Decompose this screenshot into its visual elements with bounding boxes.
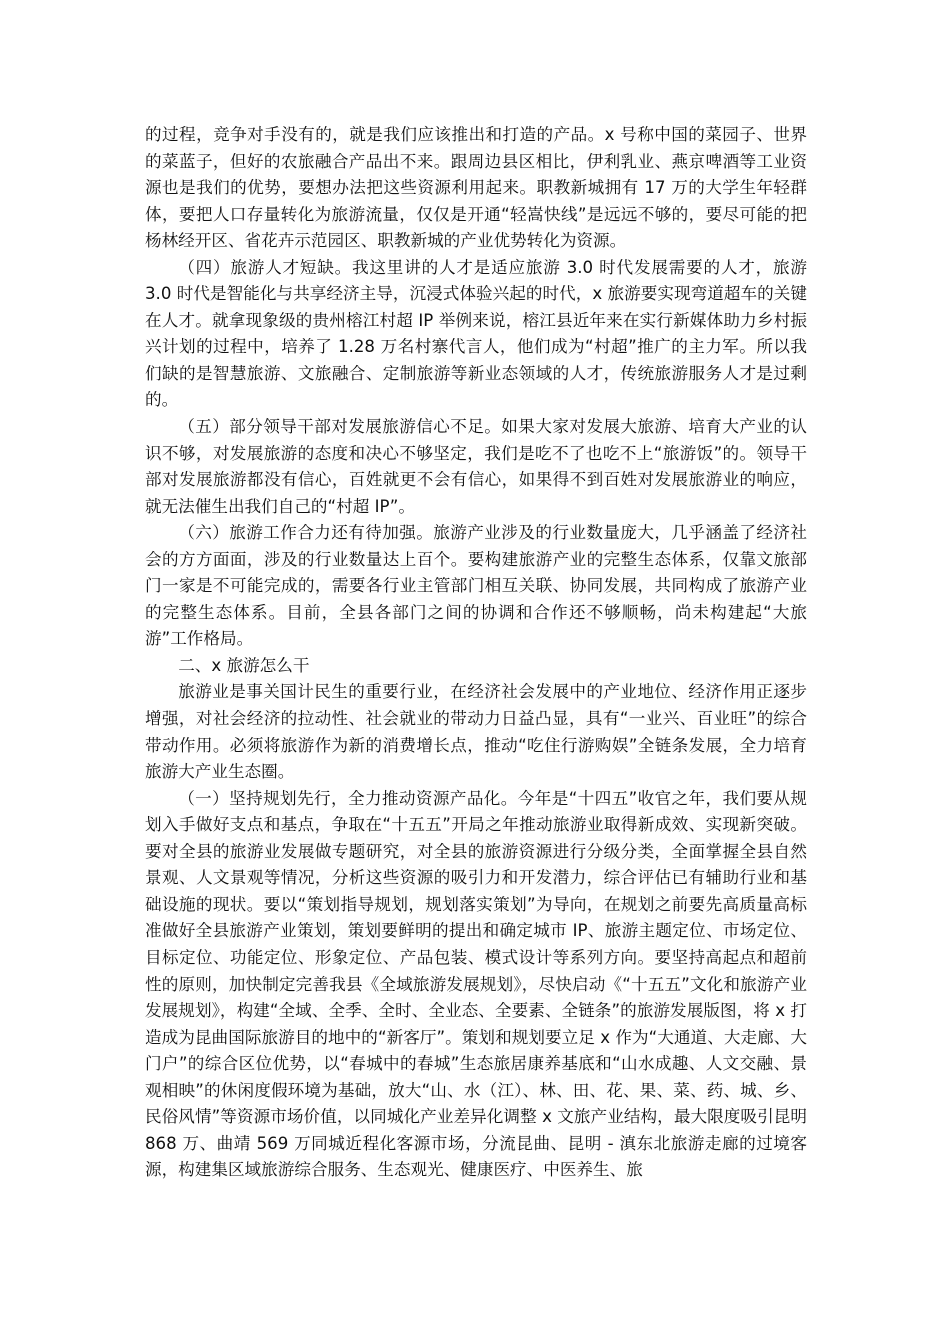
paragraph-coordination: （六）旅游工作合力还有待加强。旅游产业涉及的行业数量庞大，几乎涵盖了经济社会的方方面面，涉及的行业数量达上百个。要构建旅游产业的完整生态体系，仅靠文旅部门一家是不可能完成的，需要各行业主管部门相互关联、协同发展，共同构成了旅游产业的完整生态体系。目前，全县各部门之间的协调和合作还不够顺畅，尚未构建起“大旅游”工作格局。 <box>145 523 807 649</box>
document-page <box>145 122 807 1184</box>
section-heading: 二、x 旅游怎么干 <box>178 655 310 675</box>
paragraph-intro: 旅游业是事关国计民生的重要行业，在经济社会发展中的产业地位、经济作用正逐步增强，对社会经济的拉动性、社会就业的带动力日益凸显，具有“一业兴、百业旺”的综合带动作用。必须将旅游作为新的消费增长点，推动“吃住行游购娱”全链条发展，全力培育旅游大产业生态圈。 <box>145 682 807 782</box>
paragraph-talent-shortage: （四）旅游人才短缺。我这里讲的人才是适应旅游 3.0 时代发展需要的人才，旅游 3.0 时代是智能化与共享经济主导，沉浸式体验兴起的时代，x 旅游要实现弯道超车的关键在人才。就拿现象级的贵州榕江村超 IP 举例来说，榕江县近年来在实行新媒体助力乡村振兴计划的过程中，培养了 1.28 万名村寨代言人，他们成为“村超”推广的主力军。所以我们缺的是智慧旅游、文旅融合、定制旅游等新业态领域的人才，传统旅游服务人才是过剩的。 <box>145 257 807 410</box>
paragraph-continuation: 的过程，竞争对手没有的，就是我们应该推出和打造的产品。x 号称中国的菜园子、世界的菜蓝子，但好的农旅融合产品出不来。跟周边县区相比，伊利乳业、燕京啤酒等工业资源也是我们的优势，要想办法把这些资源利用起来。职教新城拥有 17 万的大学生年轻群体，要把人口存量转化为旅游流量，仅仅是开通“轻嵩快线”是远远不够的，要尽可能的把杨林经开区、省花卉示范园区、职教新城的产业优势转化为资源。 <box>145 125 807 251</box>
paragraph-leadership-confidence: （五）部分领导干部对发展旅游信心不足。如果大家对发展大旅游、培育大产业的认识不够，对发展旅游的态度和决心不够坚定，我们是吃不了也吃不上“旅游饭”的。领导干部对发展旅游都没有信心，百姓就更不会有信心，如果得不到百姓对发展旅游业的响应，就无法催生出我们自己的“村超 IP”。 <box>145 417 807 516</box>
paragraph-planning: （一）坚持规划先行，全力推动资源产品化。今年是“十四五”收官之年，我们要从规划入手做好支点和基点，争取在“十五五”开局之年推动旅游业取得新成效、实现新突破。要对全县的旅游业发展做专题研究，对全县的旅游资源进行分级分类，全面掌握全县自然景观、人文景观等情况，分析这些资源的吸引力和开发潜力，综合评估已有辅助行业和基础设施的现状。要以“策划指导规划，规划落实策划”为导向，在规划之前要先高质量高标准做好全县旅游产业策划，策划要鲜明的提出和确定城市 IP、旅游主题定位、市场定位、目标定位、功能定位、形象定位、产品包装、模式设计等系列方向。要坚持高起点和超前性的原则，加快制定完善我县《全域旅游发展规划》，尽快启动《“十五五”文化和旅游产业发展规划》，构建“全域、全季、全时、全业态、全要素、全链条”的旅游发展版图，将 x 打造成为昆曲国际旅游目的地中的“新客厅”。策划和规划要立足 x 作为“大通道、大走廊、大门户”的综合区位优势，以“春城中的春城”生态旅居康养基底和“山水成趣、人文交融、景观相映”的休闲度假环境为基础，放大“山、水（江）、林、田、花、果、菜、药、城、乡、民俗风情”等资源市场价值，以同城化产业差异化调整 x 文旅产业结构，最大限度吸引昆明 868 万、曲靖 569 万同城近程化客源市场，分流昆曲、昆明 - 滇东北旅游走廊的过境客源，构建集区域旅游综合服务、生态观光、健康医疗、中医养生、旅 <box>145 788 807 1180</box>
